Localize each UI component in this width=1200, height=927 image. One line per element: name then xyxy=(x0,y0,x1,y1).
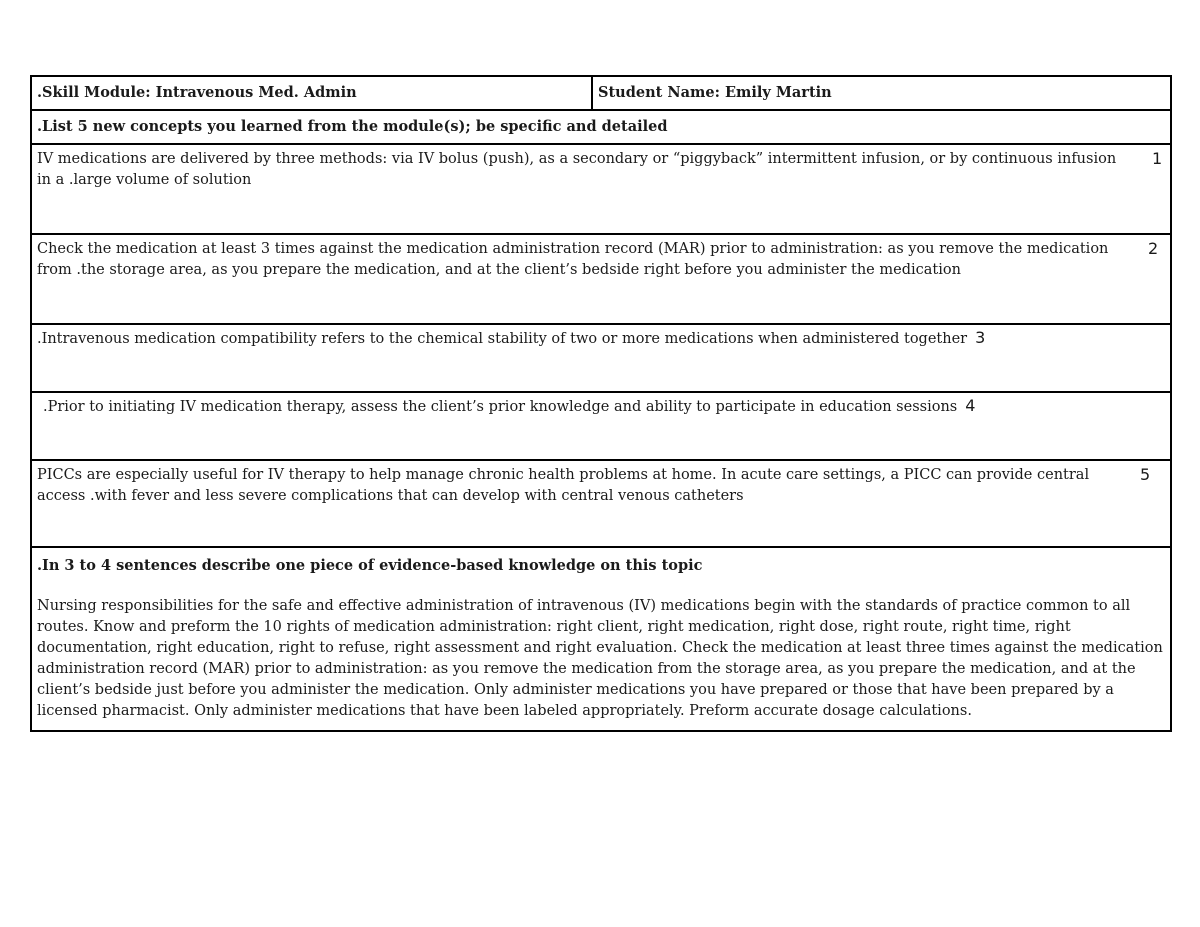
concept-text: .Prior to initiating IV medication therapy, assess the client’s prior knowledge and ability to participate in education sessions xyxy=(43,399,958,415)
concept-row xyxy=(31,324,1171,392)
evidence-prompt: .In 3 to 4 sentences describe one piece of evidence-based knowledge on this topic xyxy=(37,557,703,574)
concept-row xyxy=(31,460,1171,547)
evidence-cell xyxy=(31,547,1171,731)
header-row xyxy=(31,76,1171,110)
concept-number: 2 xyxy=(1148,239,1159,258)
concepts-prompt-row xyxy=(31,110,1171,144)
concept-text: IV medications are delivered by three methods: via IV bolus (push), as a secondary or “piggyback” intermittent infusion, or by continuous infusion in a .large volume of solution xyxy=(37,151,1117,188)
concept-cell-2 xyxy=(31,234,1171,324)
skill-module-cell: .Skill Module: Intravenous Med. Admin xyxy=(31,76,592,110)
concept-number: 1 xyxy=(1152,149,1163,168)
evidence-text: Nursing responsibilities for the safe and effective administration of intravenous (IV) medications begin with the standards of practice common to all routes. Know and preform the 10 rights of medication administration: right client, right medication, right dose, right route, right time, right documentation, right education, right to refuse, right assessment and right evaluation. Check the medication at least three times against the medication administration record (MAR) prior to administration: as you remove the medication from the storage area, as you prepare the medication, and at the client’s bedside just before you administer the medication. Only administer medications you have prepared or those that have been prepared by a licensed pharmacist. Only administer medications that have been labeled appropriately. Preform accurate dosage calculations. xyxy=(37,598,1163,719)
concepts-prompt: .List 5 new concepts you learned from the module(s); be specific and detailed xyxy=(31,110,1171,144)
concept-number: 3 xyxy=(975,328,986,347)
concept-row xyxy=(31,144,1171,234)
concept-cell-1 xyxy=(31,144,1171,234)
concept-row xyxy=(31,392,1171,460)
evidence-row xyxy=(31,547,1171,731)
concept-row xyxy=(31,234,1171,324)
concept-cell-3 xyxy=(31,324,1171,392)
student-name-cell: Student Name: Emily Martin xyxy=(592,76,1171,110)
concept-cell-5 xyxy=(31,460,1171,547)
concept-text: PICCs are especially useful for IV therapy to help manage chronic health problems at home. In acute care settings, a PICC can provide central access .with fever and less severe complications that can develop with central venous catheters xyxy=(37,467,1090,504)
skill-module-form xyxy=(30,75,1170,732)
concept-text: Check the medication at least 3 times against the medication administration record (MAR) prior to administration: as you remove the medication from .the storage area, as you prepare the medication, and at the client’s bedside right before you administer the medication xyxy=(37,241,1109,278)
form-table xyxy=(30,75,1172,732)
concept-number: 5 xyxy=(1140,465,1151,484)
concept-cell-4 xyxy=(31,392,1171,460)
concept-text: .Intravenous medication compatibility refers to the chemical stability of two or more medications when administered together xyxy=(37,331,968,347)
concept-number: 4 xyxy=(965,396,976,415)
